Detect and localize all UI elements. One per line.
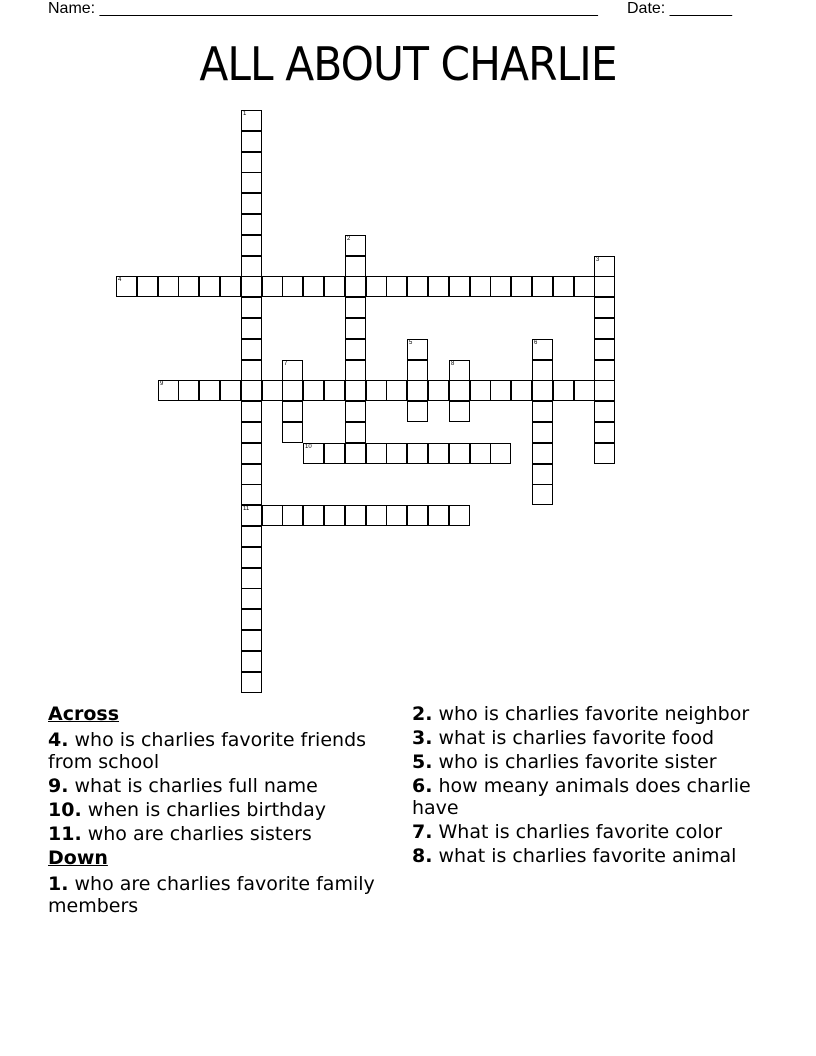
grid-cell[interactable] xyxy=(490,380,511,401)
grid-cell[interactable] xyxy=(490,276,511,297)
grid-cell[interactable] xyxy=(241,568,262,589)
grid-cell[interactable] xyxy=(407,360,428,381)
grid-cell[interactable] xyxy=(241,193,262,214)
cell-number: 1 xyxy=(243,111,247,117)
grid-cell[interactable] xyxy=(241,172,262,193)
grid-cell[interactable] xyxy=(407,380,428,401)
grid-cell[interactable] xyxy=(241,380,262,401)
across-heading: Across xyxy=(48,703,120,725)
grid-cell[interactable] xyxy=(241,609,262,630)
clue-text: who is charlies favorite neighbor xyxy=(438,703,750,725)
grid-cell[interactable] xyxy=(428,505,449,526)
grid-cell[interactable] xyxy=(199,380,220,401)
cell-number: 8 xyxy=(451,361,455,367)
grid-cell[interactable] xyxy=(366,276,387,297)
grid-cell[interactable] xyxy=(345,443,366,464)
grid-cell[interactable] xyxy=(386,276,407,297)
clue-text: who is charlies favorite sister xyxy=(438,751,717,773)
grid-cell[interactable] xyxy=(594,443,615,464)
clue-number: 5. xyxy=(412,751,433,773)
grid-cell[interactable] xyxy=(594,339,615,360)
grid-cell[interactable] xyxy=(241,256,262,277)
grid-cell[interactable] xyxy=(345,505,366,526)
grid-cell[interactable] xyxy=(366,380,387,401)
cell-number: 5 xyxy=(409,340,413,346)
clue-down-1 xyxy=(48,873,388,917)
grid-cell[interactable] xyxy=(345,256,366,277)
grid-cell[interactable] xyxy=(241,443,262,464)
down-heading: Down xyxy=(48,847,108,869)
clue-text: when is charlies birthday xyxy=(87,799,327,821)
grid-cell[interactable] xyxy=(449,505,470,526)
clues-left-column xyxy=(48,703,388,919)
clue-number: 6. xyxy=(412,775,433,797)
grid-cell[interactable] xyxy=(345,297,366,318)
grid-cell[interactable] xyxy=(303,505,324,526)
grid-cell[interactable] xyxy=(470,380,491,401)
grid-cell[interactable] xyxy=(158,380,179,401)
grid-cell[interactable] xyxy=(303,380,324,401)
grid-cell[interactable] xyxy=(241,547,262,568)
grid-cell[interactable] xyxy=(241,318,262,339)
grid-cell[interactable] xyxy=(532,276,553,297)
clue-down-7 xyxy=(412,821,772,843)
clue-text: who is charlies favorite friends from school xyxy=(48,729,367,773)
grid-cell[interactable] xyxy=(594,276,615,297)
grid-cell[interactable] xyxy=(262,505,283,526)
grid-cell[interactable] xyxy=(386,505,407,526)
grid-cell[interactable] xyxy=(532,464,553,485)
grid-cell[interactable] xyxy=(574,276,595,297)
grid-cell[interactable] xyxy=(241,235,262,256)
grid-cell[interactable] xyxy=(532,360,553,381)
grid-cell[interactable] xyxy=(116,276,137,297)
grid-cell[interactable] xyxy=(220,380,241,401)
grid-cell[interactable] xyxy=(345,235,366,256)
grid-cell[interactable] xyxy=(241,339,262,360)
name-field-line: Name: ________________________________________________________ xyxy=(48,0,598,17)
grid-cell[interactable] xyxy=(553,380,574,401)
grid-cell[interactable] xyxy=(262,276,283,297)
grid-cell[interactable] xyxy=(345,318,366,339)
clue-number: 7. xyxy=(412,821,433,843)
grid-cell[interactable] xyxy=(241,505,262,526)
clue-number: 2. xyxy=(412,703,433,725)
grid-cell[interactable] xyxy=(532,401,553,422)
grid-cell[interactable] xyxy=(178,380,199,401)
grid-cell[interactable] xyxy=(532,422,553,443)
grid-cell[interactable] xyxy=(366,505,387,526)
grid-cell[interactable] xyxy=(428,443,449,464)
grid-cell[interactable] xyxy=(282,360,303,381)
grid-cell[interactable] xyxy=(241,276,262,297)
grid-cell[interactable] xyxy=(532,443,553,464)
grid-cell[interactable] xyxy=(553,276,574,297)
grid-cell[interactable] xyxy=(282,505,303,526)
grid-cell[interactable] xyxy=(532,339,553,360)
grid-cell[interactable] xyxy=(303,276,324,297)
clue-down-3 xyxy=(412,727,772,749)
grid-cell[interactable] xyxy=(282,422,303,443)
clue-number: 1. xyxy=(48,873,69,895)
grid-cell[interactable] xyxy=(345,360,366,381)
grid-cell[interactable] xyxy=(470,443,491,464)
grid-cell[interactable] xyxy=(428,276,449,297)
page-title: ALL ABOUT CHARLIE xyxy=(199,37,617,91)
grid-cell[interactable] xyxy=(449,443,470,464)
clue-down-2 xyxy=(412,703,772,725)
grid-cell[interactable] xyxy=(178,276,199,297)
clue-number: 8. xyxy=(412,845,433,867)
clue-text: how meany animals does charlie have xyxy=(412,775,751,819)
clue-text: who are charlies favorite family members xyxy=(48,873,375,917)
grid-cell[interactable] xyxy=(241,630,262,651)
grid-cell[interactable] xyxy=(137,276,158,297)
clue-text: what is charlies favorite food xyxy=(438,727,715,749)
cell-number: 6 xyxy=(534,340,538,346)
grid-cell[interactable] xyxy=(241,152,262,173)
grid-cell[interactable] xyxy=(594,422,615,443)
grid-cell[interactable] xyxy=(282,380,303,401)
cell-number: 11 xyxy=(243,506,250,512)
grid-cell[interactable] xyxy=(282,401,303,422)
cell-number: 3 xyxy=(596,257,600,263)
grid-cell[interactable] xyxy=(386,380,407,401)
clue-down-8 xyxy=(412,845,772,867)
grid-cell[interactable] xyxy=(594,297,615,318)
grid-cell[interactable] xyxy=(324,276,345,297)
grid-cell[interactable] xyxy=(449,360,470,381)
grid-cell[interactable] xyxy=(199,276,220,297)
grid-cell[interactable] xyxy=(407,505,428,526)
grid-cell[interactable] xyxy=(241,672,262,693)
grid-cell[interactable] xyxy=(241,110,262,131)
grid-cell[interactable] xyxy=(241,464,262,485)
grid-cell[interactable] xyxy=(241,651,262,672)
clues-right-column xyxy=(412,703,772,869)
clue-across-11 xyxy=(48,823,388,845)
grid-cell[interactable] xyxy=(324,505,345,526)
grid-cell[interactable] xyxy=(594,401,615,422)
grid-cell[interactable] xyxy=(345,401,366,422)
grid-cell[interactable] xyxy=(158,276,179,297)
grid-cell[interactable] xyxy=(449,380,470,401)
grid-cell[interactable] xyxy=(366,443,387,464)
cell-number: 4 xyxy=(118,277,122,283)
clue-across-4 xyxy=(48,729,388,773)
grid-cell[interactable] xyxy=(220,276,241,297)
grid-cell[interactable] xyxy=(241,588,262,609)
grid-cell[interactable] xyxy=(241,401,262,422)
cell-number: 7 xyxy=(284,361,288,367)
clue-number: 11. xyxy=(48,823,82,845)
cell-number: 9 xyxy=(160,381,164,387)
grid-cell[interactable] xyxy=(282,276,303,297)
grid-cell[interactable] xyxy=(241,422,262,443)
clue-text: What is charlies favorite color xyxy=(438,821,723,843)
grid-cell[interactable] xyxy=(574,380,595,401)
grid-cell[interactable] xyxy=(407,401,428,422)
grid-cell[interactable] xyxy=(511,380,532,401)
clue-down-6 xyxy=(412,775,772,819)
clue-text: what is charlies full name xyxy=(74,775,318,797)
grid-cell[interactable] xyxy=(345,339,366,360)
grid-cell[interactable] xyxy=(386,443,407,464)
grid-cell[interactable] xyxy=(324,380,345,401)
clue-text: what is charlies favorite animal xyxy=(438,845,737,867)
grid-cell[interactable] xyxy=(407,339,428,360)
clue-text: who are charlies sisters xyxy=(87,823,312,845)
grid-cell[interactable] xyxy=(428,380,449,401)
grid-cell[interactable] xyxy=(345,380,366,401)
grid-cell[interactable] xyxy=(594,380,615,401)
grid-cell[interactable] xyxy=(241,214,262,235)
grid-cell[interactable] xyxy=(241,484,262,505)
grid-cell[interactable] xyxy=(470,276,491,297)
cell-number: 2 xyxy=(347,236,351,242)
grid-cell[interactable] xyxy=(594,360,615,381)
clue-number: 9. xyxy=(48,775,69,797)
grid-cell[interactable] xyxy=(449,401,470,422)
clue-number: 10. xyxy=(48,799,82,821)
grid-cell[interactable] xyxy=(532,484,553,505)
cell-number: 10 xyxy=(305,444,312,450)
grid-cell[interactable] xyxy=(594,256,615,277)
date-field-line: Date: _______ xyxy=(627,0,732,17)
grid-cell[interactable] xyxy=(262,380,283,401)
grid-cell[interactable] xyxy=(345,422,366,443)
grid-cell[interactable] xyxy=(241,131,262,152)
grid-cell[interactable] xyxy=(532,380,553,401)
clue-number: 4. xyxy=(48,729,69,751)
grid-cell[interactable] xyxy=(241,360,262,381)
grid-cell[interactable] xyxy=(594,318,615,339)
grid-cell[interactable] xyxy=(407,443,428,464)
grid-cell[interactable] xyxy=(324,443,345,464)
grid-cell[interactable] xyxy=(303,443,324,464)
clue-down-5 xyxy=(412,751,772,773)
grid-cell[interactable] xyxy=(241,297,262,318)
grid-cell[interactable] xyxy=(449,276,470,297)
clue-across-9 xyxy=(48,775,388,797)
grid-cell[interactable] xyxy=(345,276,366,297)
grid-cell[interactable] xyxy=(511,276,532,297)
grid-cell[interactable] xyxy=(407,276,428,297)
clue-number: 3. xyxy=(412,727,433,749)
grid-cell[interactable] xyxy=(241,526,262,547)
grid-cell[interactable] xyxy=(490,443,511,464)
clue-across-10 xyxy=(48,799,388,821)
